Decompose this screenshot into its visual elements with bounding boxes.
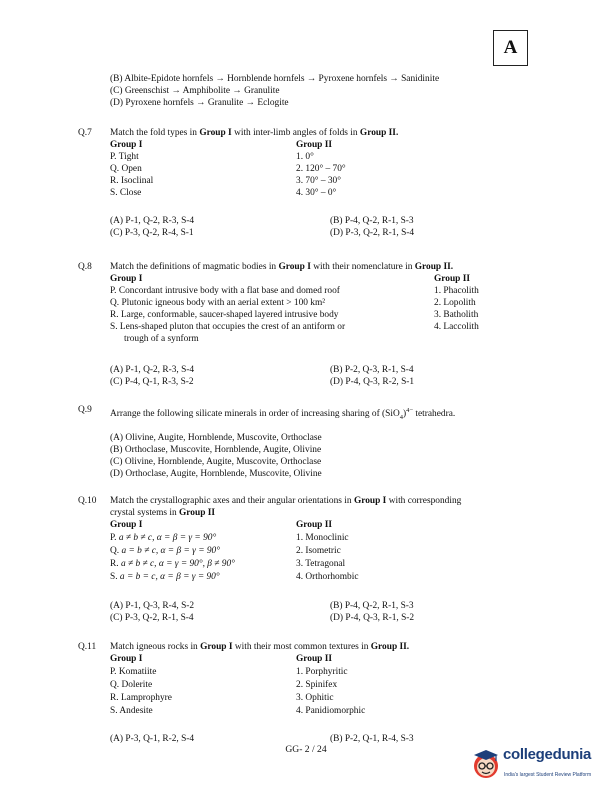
group-ii-item: 4. Orthorhombic <box>296 572 359 582</box>
option-d[interactable]: (D) Orthoclase, Augite, Hornblende, Muscovite, Olivine <box>110 469 322 479</box>
group-i-item: Q. Plutonic igneous body with an aerial extent > 100 km² <box>110 298 326 308</box>
question-number: Q.9 <box>78 405 92 415</box>
group-i-heading: Group I <box>110 654 143 664</box>
question-stem: Match the crystallographic axes and their angular orientations in Group I with corresponding <box>110 496 462 506</box>
group-i-heading: Group I <box>110 274 143 284</box>
question-number: Q.11 <box>78 642 97 652</box>
question-number: Q.7 <box>78 128 92 138</box>
group-i-item: R. Lamprophyre <box>110 693 172 703</box>
group-ii-heading: Group II <box>296 654 333 664</box>
group-i-item: P. Concordant intrusive body with a flat base and domed roof <box>110 286 340 296</box>
group-i-item: S. Close <box>110 188 142 198</box>
group-i-item: R. Large, conformable, saucer-shaped layered intrusive body <box>110 310 339 320</box>
group-ii-item: 1. Monoclinic <box>296 533 349 543</box>
option-d[interactable]: (D) P-4, Q-3, R-1, S-2 <box>330 613 415 623</box>
question-stem: Arrange the following silicate minerals in order of increasing sharing of $(SiO_4)^{4-}$ tetrahedra. <box>110 407 456 421</box>
group-i-item: Q. a = b ≠ c, α = β = γ = 90° <box>110 546 220 556</box>
group-i-heading: Group I <box>110 520 143 530</box>
question-stem: Match the fold types in Group I with inter-limb angles of folds in Group II. <box>110 128 399 138</box>
option-c[interactable]: (C) P-3, Q-2, R-1, S-4 <box>110 613 194 623</box>
option-a[interactable]: (A) P-3, Q-1, R-2, S-4 <box>110 734 195 744</box>
group-i-heading: Group I <box>110 140 143 150</box>
group-ii-item: 2. Spinifex <box>296 680 338 690</box>
group-i-item: R. Isoclinal <box>110 176 154 186</box>
group-ii-heading: Group II <box>434 274 471 284</box>
paper-set-label: A <box>493 30 528 66</box>
option-b[interactable]: (B) Orthoclase, Muscovite, Hornblende, Augite, Olivine <box>110 445 322 455</box>
group-ii-item: 2. Lopolith <box>434 298 476 308</box>
group-ii-heading: Group II <box>296 520 333 530</box>
group-i-item-continued: trough of a synform <box>124 334 199 344</box>
mascot-icon <box>470 747 502 781</box>
option-b[interactable]: (B) P-4, Q-2, R-1, S-3 <box>330 601 414 611</box>
logo-wordmark: collegedunia <box>503 746 592 763</box>
group-i-item: S. Lens-shaped pluton that occupies the crest of an antiform or <box>110 322 346 332</box>
option-a[interactable]: (A) P-1, Q-2, R-3, S-4 <box>110 216 195 226</box>
option-a[interactable]: (A) P-1, Q-2, R-3, S-4 <box>110 365 195 375</box>
group-i-item: P. a ≠ b ≠ c, α = β = γ = 90° <box>110 533 217 543</box>
question-stem-line2: crystal systems in Group II <box>110 508 216 518</box>
group-ii-item: 1. 0° <box>296 152 314 162</box>
group-ii-item: 3. Tetragonal <box>296 559 346 569</box>
group-i-item: S. Andesite <box>110 706 153 716</box>
q6-option-c: (C) Greenschist → Amphibolite → Granulite <box>110 86 280 96</box>
question-number: Q.8 <box>78 262 92 272</box>
option-a[interactable]: (A) Olivine, Augite, Hornblende, Muscovite, Orthoclase <box>110 433 322 443</box>
group-ii-item: 4. Laccolith <box>434 322 479 332</box>
group-ii-item: 2. Isometric <box>296 546 341 556</box>
page-footer: GG- 2 / 24 <box>285 744 327 755</box>
group-i-item: P. Komatiite <box>110 667 157 677</box>
q6-option-d: (D) Pyroxene hornfels → Granulite → Eclogite <box>110 98 289 108</box>
option-b[interactable]: (B) P-2, Q-1, R-4, S-3 <box>330 734 414 744</box>
group-ii-heading: Group II <box>296 140 333 150</box>
group-ii-item: 3. Batholith <box>434 310 479 320</box>
question-stem: Match igneous rocks in Group I with their most common textures in Group II. <box>110 642 410 652</box>
option-c[interactable]: (C) P-3, Q-2, R-4, S-1 <box>110 228 194 238</box>
group-i-item: P. Tight <box>110 152 139 162</box>
option-d[interactable]: (D) P-4, Q-3, R-2, S-1 <box>330 377 415 387</box>
group-i-item: S. a = b = c, α = β = γ = 90° <box>110 572 220 582</box>
group-ii-item: 2. 120° – 70° <box>296 164 346 174</box>
logo-tagline: India's largest Student Review Platform <box>504 772 592 778</box>
option-a[interactable]: (A) P-1, Q-3, R-4, S-2 <box>110 601 195 611</box>
group-ii-item: 1. Porphyritic <box>296 667 348 677</box>
option-b[interactable]: (B) P-4, Q-2, R-1, S-3 <box>330 216 414 226</box>
group-i-item: Q. Open <box>110 164 142 174</box>
group-ii-item: 4. 30° – 0° <box>296 188 337 198</box>
option-b[interactable]: (B) P-2, Q-3, R-1, S-4 <box>330 365 414 375</box>
option-c[interactable]: (C) P-4, Q-1, R-3, S-2 <box>110 377 194 387</box>
group-ii-item: 4. Panidiomorphic <box>296 706 366 716</box>
group-ii-item: 1. Phacolith <box>434 286 479 296</box>
group-ii-item: 3. Ophitic <box>296 693 334 703</box>
q6-option-b: (B) Albite-Epidote hornfels → Hornblende hornfels → Pyroxene hornfels → Sanidinite <box>110 74 440 84</box>
option-d[interactable]: (D) P-3, Q-2, R-1, S-4 <box>330 228 415 238</box>
group-ii-item: 3. 70° – 30° <box>296 176 341 186</box>
collegedunia-logo[interactable] <box>470 745 606 787</box>
group-i-item: Q. Dolerite <box>110 680 153 690</box>
group-i-item: R. a ≠ b ≠ c, α = γ = 90°, β ≠ 90° <box>110 559 235 569</box>
option-c[interactable]: (C) Olivine, Hornblende, Augite, Muscovite, Orthoclase <box>110 457 322 467</box>
question-number: Q.10 <box>78 496 97 506</box>
question-stem: Match the definitions of magmatic bodies in Group I with their nomenclature in Group II. <box>110 262 454 272</box>
